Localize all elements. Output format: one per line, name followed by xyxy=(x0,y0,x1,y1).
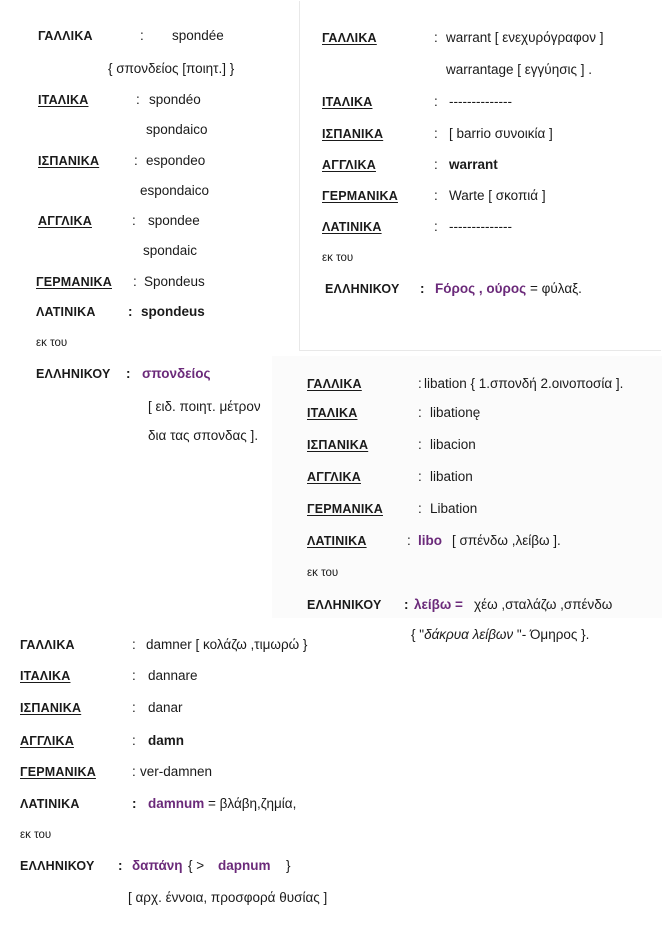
colon: : xyxy=(418,376,422,391)
lang-label-greek: ΕΛΛΗΝΙΚΟΥ xyxy=(36,367,111,381)
word-english: spondee xyxy=(148,213,200,228)
lang-label-french: ΓΑΛΛΙΚΑ xyxy=(322,31,377,45)
word-note xyxy=(411,627,589,643)
word-greek-meaning: = φύλαξ. xyxy=(530,281,582,296)
word-latin-meaning: [ σπένδω ,λείβω ]. xyxy=(452,533,561,548)
lang-label-spanish: ΙΣΠΑΝΙΚΑ xyxy=(322,127,384,141)
lang-label-german: ΓΕΡΜΑΝΙΚΑ xyxy=(322,189,398,203)
word-greek-root: δαπάνη xyxy=(132,858,183,873)
colon: : xyxy=(434,219,438,234)
colon: : xyxy=(420,281,425,296)
word-english-2: spondaic xyxy=(143,243,198,258)
colon: : xyxy=(133,274,137,289)
word-english: damn xyxy=(148,733,185,748)
lang-label-latin: ΛΑΤΙΝΙΚΑ xyxy=(307,534,367,548)
colon: : xyxy=(136,92,140,107)
colon: : xyxy=(126,366,131,381)
paper-sheet xyxy=(300,0,662,350)
lang-label-german: ΓΕΡΜΑΝΙΚΑ xyxy=(36,275,112,289)
colon: : xyxy=(404,597,409,612)
word-french: libation { 1.σπονδή 2.οινοποσία ]. xyxy=(424,376,624,391)
lang-label-italian: ΙΤΑΛΙΚΑ xyxy=(20,669,71,683)
colon: : xyxy=(434,157,438,172)
colon: : xyxy=(132,764,136,779)
word-note: [ ειδ. ποιητ. μέτρον xyxy=(148,399,261,414)
word-english: libation xyxy=(430,469,473,484)
colon: : xyxy=(132,637,136,652)
colon: : xyxy=(434,188,438,203)
lang-label-greek: ΕΛΛΗΝΙΚΟΥ xyxy=(325,282,400,296)
lang-label-spanish: ΙΣΠΑΝΙΚΑ xyxy=(38,154,100,168)
colon: : xyxy=(132,213,136,228)
colon: : xyxy=(434,30,438,45)
word-italian: spondéo xyxy=(149,92,201,107)
colon: : xyxy=(418,437,422,452)
word-italian: -------------- xyxy=(449,94,512,109)
word-latin: libo xyxy=(418,533,442,548)
word-italian: dannare xyxy=(148,668,198,683)
ek-tou-label: εκ του xyxy=(307,567,339,579)
word-note: [ αρχ. έννοια, προσφορά θυσίας ] xyxy=(128,890,328,905)
lang-label-italian: ΙΤΑΛΙΚΑ xyxy=(38,93,89,107)
word-french: warrant [ ενεχυρόγραφον ] xyxy=(446,30,604,45)
colon: : xyxy=(407,533,411,548)
lang-label-english: ΑΓΓΛΙΚΑ xyxy=(20,734,74,748)
colon: : xyxy=(418,405,422,420)
colon: : xyxy=(132,668,136,683)
lang-label-italian: ΙΤΑΛΙΚΑ xyxy=(307,406,358,420)
word-latin: damnum xyxy=(148,796,205,811)
word-note-close: "- Όμηρος }. xyxy=(513,627,590,642)
word-spanish: libacion xyxy=(430,437,476,452)
word-latin: -------------- xyxy=(449,219,512,234)
word-french: spondée xyxy=(172,28,224,43)
word-greek-root: σπονδείος xyxy=(142,366,211,381)
colon: : xyxy=(132,733,136,748)
lang-label-french: ΓΑΛΛΙΚΑ xyxy=(307,377,362,391)
colon: : xyxy=(418,501,422,516)
word-spanish: [ barrio συνοικία ] xyxy=(449,126,553,141)
word-note: { σπονδείος [ποιητ.] } xyxy=(108,61,235,76)
colon: : xyxy=(128,304,133,319)
word-connector: } xyxy=(286,858,291,873)
word-german: Libation xyxy=(430,501,478,516)
word-note-open: { " xyxy=(411,627,425,642)
lang-label-latin: ΛΑΤΙΝΙΚΑ xyxy=(20,797,80,811)
word-italian-2: spondaico xyxy=(146,122,208,137)
lang-label-latin: ΛΑΤΙΝΙΚΑ xyxy=(36,305,96,319)
word-latin: spondeus xyxy=(141,304,205,319)
lang-label-italian: ΙΤΑΛΙΚΑ xyxy=(322,95,373,109)
word-spanish-2: espondaico xyxy=(140,183,210,198)
lang-label-english: ΑΓΓΛΙΚΑ xyxy=(38,214,92,228)
word-german: Spondeus xyxy=(144,274,205,289)
colon: : xyxy=(434,126,438,141)
word-spanish: danar xyxy=(148,700,183,715)
colon: : xyxy=(418,469,422,484)
word-latin-meaning: = βλάβη,ζημία, xyxy=(208,796,297,811)
colon: : xyxy=(434,94,438,109)
ek-tou-label: εκ του xyxy=(322,252,354,264)
lang-label-french: ΓΑΛΛΙΚΑ xyxy=(20,638,75,652)
word-french: damner [ κολάζω ,τιμωρώ } xyxy=(146,637,308,652)
lang-label-latin: ΛΑΤΙΝΙΚΑ xyxy=(322,220,382,234)
ek-tou-label: εκ του xyxy=(36,337,68,349)
word-connector: { > xyxy=(188,858,205,873)
word-note: δια τας σπονδας ]. xyxy=(148,428,259,443)
lang-label-greek: ΕΛΛΗΝΙΚΟΥ xyxy=(307,598,382,612)
word-greek-root: Fόρος , ούρος xyxy=(435,281,527,296)
colon: : xyxy=(134,153,138,168)
word-greek-meaning: χέω ,σταλάζω ,σπένδω xyxy=(474,597,613,612)
homer-quote: δάκρυα λείβων xyxy=(424,627,514,642)
lang-label-spanish: ΙΣΠΑΝΙΚΑ xyxy=(307,438,369,452)
colon: : xyxy=(140,28,144,43)
lang-label-greek: ΕΛΛΗΝΙΚΟΥ xyxy=(20,859,95,873)
lang-label-french: ΓΑΛΛΙΚΑ xyxy=(38,29,93,43)
colon: : xyxy=(118,858,123,873)
word-latin-form: dapnum xyxy=(218,858,271,873)
colon: : xyxy=(132,796,137,811)
lang-label-german: ΓΕΡΜΑΝΙΚΑ xyxy=(307,502,383,516)
word-italian: libationę xyxy=(430,405,481,420)
word-english: warrant xyxy=(449,157,498,172)
word-spanish: espondeo xyxy=(146,153,206,168)
word-german: ver-damnen xyxy=(140,764,213,779)
lang-label-english: ΑΓΓΛΙΚΑ xyxy=(307,470,361,484)
lang-label-german: ΓΕΡΜΑΝΙΚΑ xyxy=(20,765,96,779)
ek-tou-label: εκ του xyxy=(20,829,52,841)
word-french-2: warrantage [ εγγύησις ] . xyxy=(446,62,593,77)
word-greek-root: λείβω = xyxy=(414,597,463,612)
colon: : xyxy=(132,700,136,715)
lang-label-english: ΑΓΓΛΙΚΑ xyxy=(322,158,376,172)
lang-label-spanish: ΙΣΠΑΝΙΚΑ xyxy=(20,701,82,715)
word-german: Warte [ σκοπιά ] xyxy=(449,188,546,203)
